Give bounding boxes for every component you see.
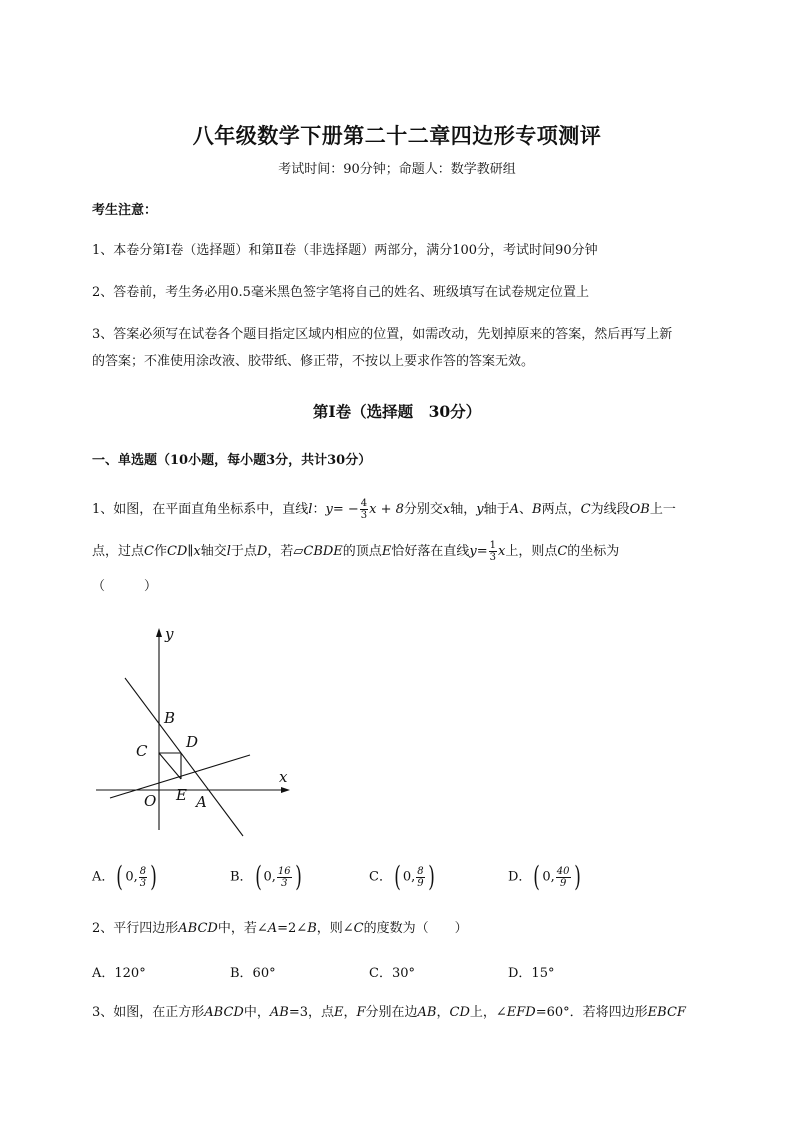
coordinate-figure	[90, 620, 310, 840]
q2-text: 2、平行四边形ABCD中，若∠A=2∠B，则∠C的度数为（ ）	[92, 921, 468, 936]
q1-line2: 点，过点C作CD∥x轴交l于点D，若▱CBDE的顶点E恰好落在直线y= $\frac{1}{3}$ x上，则点C的坐标为	[92, 540, 620, 563]
label-y: y	[165, 625, 174, 643]
q1-option-a[interactable]: A．( 0, $\frac{8}{3}$ )	[92, 860, 157, 893]
label-c: C	[136, 742, 148, 760]
q1-fraction-4-3: $\frac{4}{3}$	[360, 498, 368, 521]
label-b: B	[164, 709, 176, 727]
label-x: x	[279, 768, 288, 786]
label-a: A	[196, 793, 207, 811]
section-title: 第Ⅰ卷（选择题 30分）	[312, 402, 482, 421]
q3-text: 3、如图，在正方形ABCD中，AB=3，点E，F分别在边AB，CD上，∠EFD=60°．若将四边形EBCF	[92, 1005, 686, 1020]
note-item-2: 2、答卷前，考生务必用0.5毫米黑色签字笔将自己的姓名、班级填写在试卷规定位置上	[92, 285, 589, 300]
exam-subtitle: 考试时间：90分钟；命题人：数学教研组	[278, 162, 516, 177]
q2-option-b[interactable]: B．60°	[230, 966, 276, 981]
q1-answer-blank: （ ）	[92, 579, 158, 594]
part-heading: 一、单选题（10小题，每小题3分，共计30分）	[92, 453, 372, 468]
label-o: O	[144, 792, 157, 810]
q1-line1: 1、如图，在平面直角坐标系中，直线l：y= − $\frac{4}{3}$ x + 8分别交x轴，y轴于A、B两点，C为线段OB上一	[92, 498, 676, 521]
note-item-1: 1、本卷分第Ⅰ卷（选择题）和第Ⅱ卷（非选择题）两部分，满分100分，考试时间90分钟	[92, 243, 598, 258]
q2-option-a[interactable]: A．120°	[92, 966, 146, 981]
q1-option-b[interactable]: B．( 0, $\frac{16}{3}$ )	[230, 860, 302, 893]
q1-option-c[interactable]: C．( 0, $\frac{8}{9}$ )	[369, 860, 435, 893]
q1-option-d[interactable]: D．( 0, $\frac{40}{9}$ )	[508, 860, 581, 893]
q1-fraction-1-3: $\frac{1}{3}$	[489, 540, 496, 563]
page-title: 八年级数学下册第二十二章四边形专项测评	[192, 124, 602, 148]
q2-option-d[interactable]: D．15°	[508, 966, 555, 981]
label-d: D	[186, 733, 199, 751]
note-item-3-line1: 3、答案必须写在试卷各个题目指定区域内相应的位置，如需改动，先划掉原来的答案，然后再写上新	[92, 327, 673, 342]
label-e: E	[176, 786, 187, 804]
notes-heading: 考生注意：	[92, 203, 158, 218]
x-axis-arrow	[281, 787, 290, 793]
segment-ce	[159, 753, 181, 779]
q2-option-c[interactable]: C．30°	[369, 966, 415, 981]
note-item-3-line2: 的答案；不准使用涂改液、胶带纸、修正带，不按以上要求作答的答案无效。	[92, 354, 535, 369]
y-axis-arrow	[156, 628, 162, 637]
